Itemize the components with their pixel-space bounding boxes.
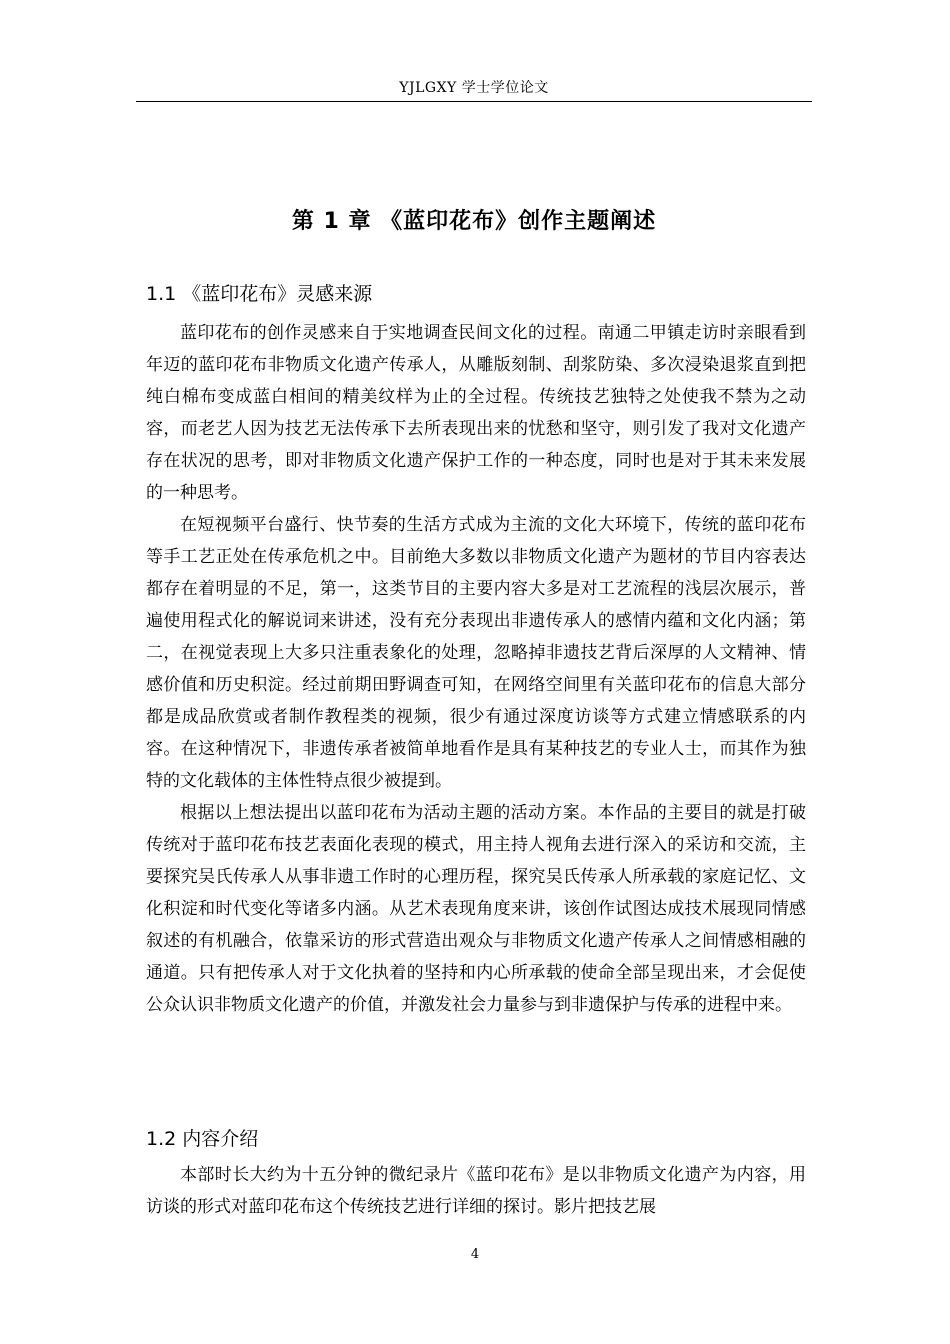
section-heading-1-1: 1.1 《蓝印花布》灵感来源 — [146, 283, 373, 305]
running-header: YJLGXY 学士学位论文 — [399, 80, 549, 96]
paragraph: 本部时长大约为十五分钟的微纪录片《蓝印花布》是以非物质文化遗产为内容，用访谈的形式对蓝印花布这个传统技艺进行详细的探讨。影片把技艺展 — [146, 1165, 806, 1217]
chapter-title: 第 1 章 《蓝印花布》创作主题阐述 — [291, 209, 657, 234]
paragraph: 蓝印花布的创作灵感来自于实地调查民间文化的过程。南通二甲镇走访时亲眼看到年迈的蓝印花布非物质文化遗产传承人，从雕版刻制、刮浆防染、多次浸染退浆直到把纯白棉布变成蓝白相间的精美纹样为止的全过程。传统技艺独特之处使我不禁为之动容，而老艺人因为技艺无法传承下去所表现出来的忧愁和坚守，则引发了我对文化遗产存在状况的思考，即对非物质文化遗产保护工作的一种态度，同时也是对于其未来发展的一种思考。 — [146, 323, 806, 503]
section-1-2-body — [146, 1159, 806, 1223]
page-number: 4 — [470, 1247, 480, 1262]
paragraph: 根据以上想法提出以蓝印花布为活动主题的活动方案。本作品的主要目的就是打破传统对于蓝印花布技艺表面化表现的模式，用主持人视角去进行深入的采访和交流，主要探究吴氏传承人从事非遗工作时的心理历程，探究吴氏传承人所承载的家庭记忆、文化积淀和时代变化等诸多内涵。从艺术表现角度来讲，该创作试图达成技术展现同情感叙述的有机融合，依靠采访的形式营造出观众与非物质文化遗产传承人之间情感相融的通道。只有把传承人对于文化执着的坚持和内心所承载的使命全部呈现出来，才会促使公众认识非物质文化遗产的价值，并激发社会力量参与到非遗保护与传承的进程中来。 — [146, 803, 806, 1015]
section-heading-1-2: 1.2 内容介绍 — [146, 1128, 259, 1150]
section-1-1-body — [146, 317, 806, 1021]
paragraph: 在短视频平台盛行、快节奏的生活方式成为主流的文化大环境下，传统的蓝印花布等手工艺正处在传承危机之中。目前绝大多数以非物质文化遗产为题材的节目内容表达都存在着明显的不足，第一，这类节目的主要内容大多是对工艺流程的浅层次展示，普遍使用程式化的解说词来讲述，没有充分表现出非遗传承人的感情内蕴和文化内涵；第二，在视觉表现上大多只注重表象化的处理，忽略掉非遗技艺背后深厚的人文精神、情感价值和历史积淀。经过前期田野调查可知，在网络空间里有关蓝印花布的信息大部分都是成品欣赏或者制作教程类的视频，很少有通过深度访谈等方式建立情感联系的内容。在这种情况下，非遗传承者被简单地看作是具有某种技艺的专业人士，而其作为独特的文化载体的主体性特点很少被提到。 — [146, 515, 806, 791]
header-rule — [136, 101, 812, 102]
